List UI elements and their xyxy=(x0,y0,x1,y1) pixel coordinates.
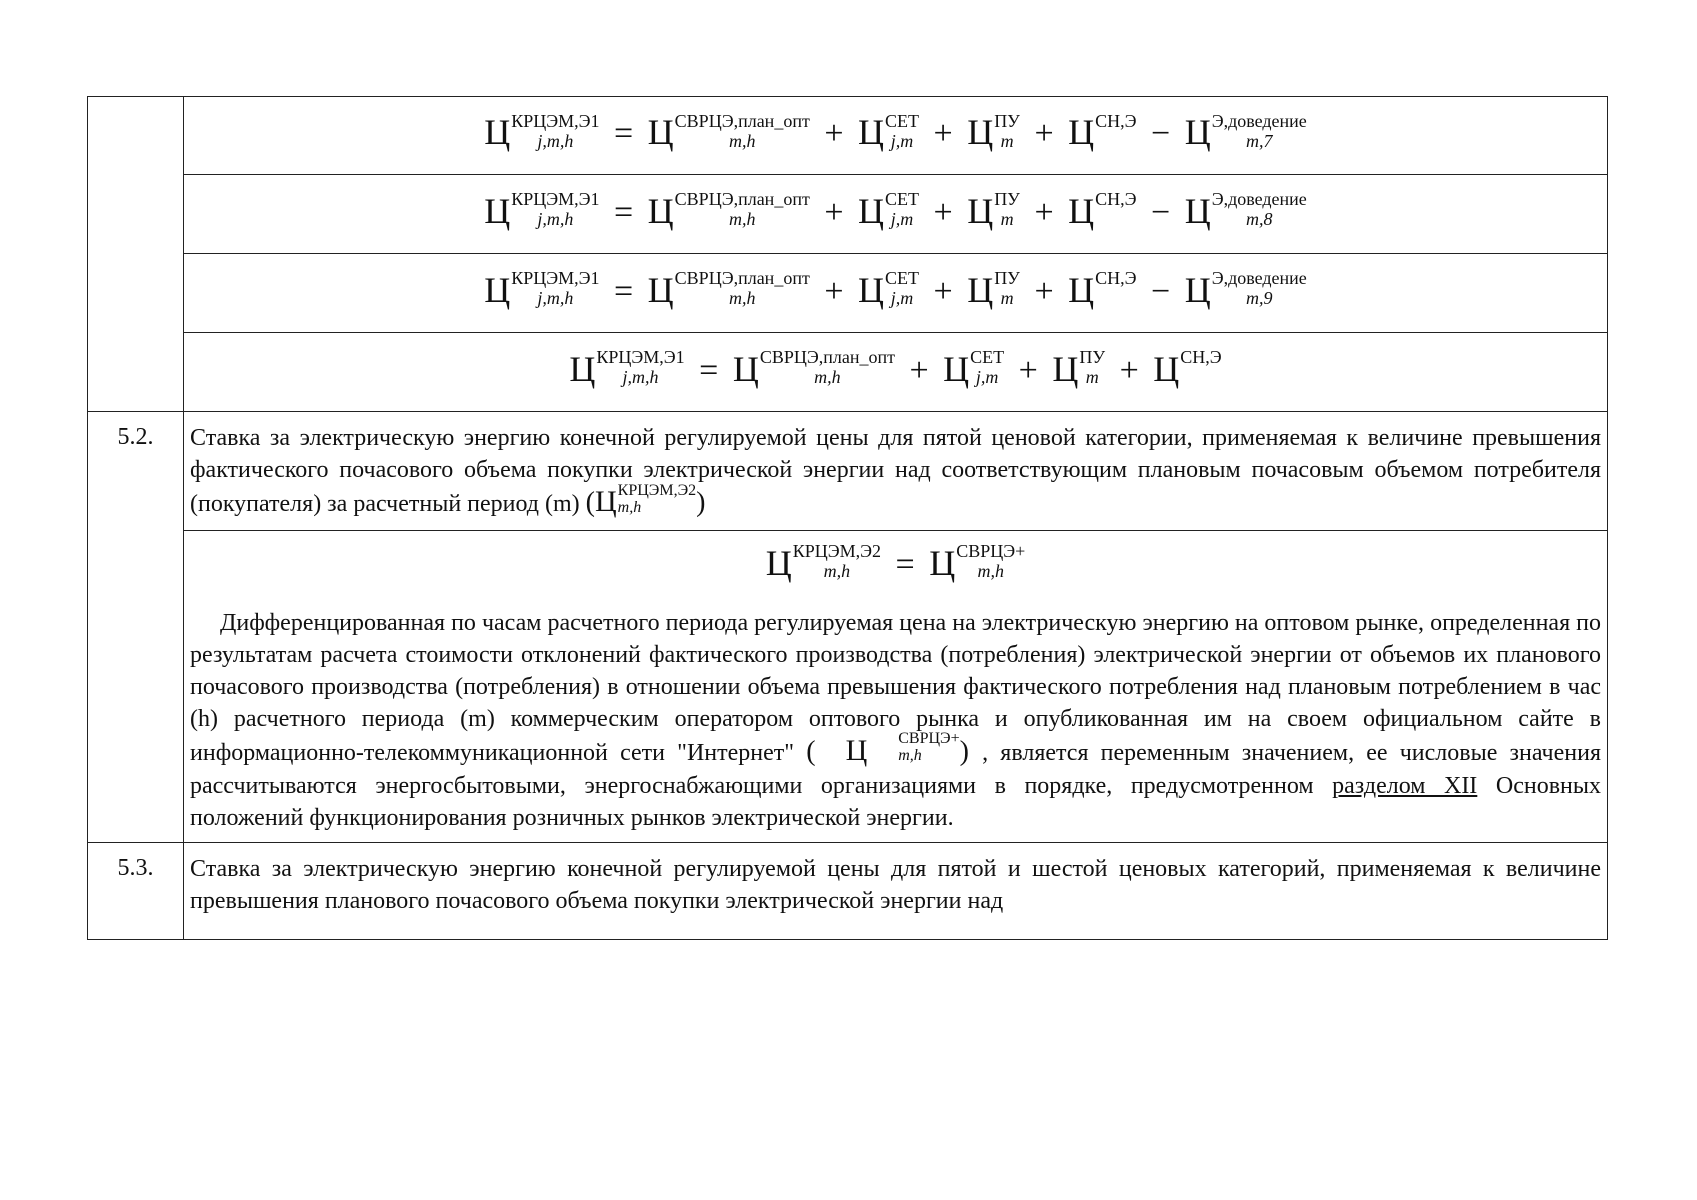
row-5-2 xyxy=(88,412,1608,531)
formula-cell xyxy=(184,254,1608,333)
row-body-cell xyxy=(184,530,1608,843)
formula-row xyxy=(88,254,1608,333)
formula-cell xyxy=(184,97,1608,175)
row-5-2-text: Ставка за электрическую энергию конечной регулируемой цены для пятой ценовой категории, применяемая к величине превышения фактического почасового объема покупки электрической энергии над соответствующим плановым почасовым объемом потребителя (покупателя) за расчетный период (m) xyxy=(190,425,1601,517)
formula-e1-m7: Ц КРЦЭМ,Э1 j,m,h = Ц СВРЦЭ,план_опт m,h + Ц СЕТ j,m + Ц ПУ m + Ц СН,Э − Ц Э,доведение m,7 xyxy=(484,110,1307,153)
formula-e1-m8: Ц КРЦЭМ,Э1 j,m,h = Ц СВРЦЭ,план_опт m,h + Ц СЕТ j,m + Ц ПУ m + Ц СН,Э − Ц Э,доведение m,8 xyxy=(484,189,1307,231)
formula-row xyxy=(88,97,1608,175)
row-5-3-text: Ставка за электрическую энергию конечной регулируемой цены для пятой и шестой ценовых категорий, применяемая к величине превышения планового почасового объема покупки электрической энергии над xyxy=(190,856,1601,915)
row-heading-cell xyxy=(184,412,1608,531)
formula-cell xyxy=(184,175,1608,254)
formula-row xyxy=(88,333,1608,412)
section-xii-link[interactable]: разделом XII xyxy=(1332,773,1478,800)
formula-e2: Ц КРЦЭМ,Э2 m,h = Ц СВРЦЭ+ m,h xyxy=(765,540,1026,583)
row-heading-cell xyxy=(184,843,1608,940)
inline-formula: (Ц КРЦЭМ,Э2 m,h ) xyxy=(585,481,706,518)
formula-e1-m9: Ц КРЦЭМ,Э1 j,m,h = Ц СВРЦЭ,план_опт m,h + Ц СЕТ j,m + Ц ПУ m + Ц СН,Э − Ц Э,доведение m,9 xyxy=(484,268,1307,310)
row-number: 5.3. xyxy=(88,843,184,940)
inline-formula: ( Ц СВРЦЭ+ m,h ) xyxy=(806,730,983,767)
price-table xyxy=(87,96,1608,940)
row-number: 5.2. xyxy=(88,412,184,843)
row-number-cell xyxy=(88,97,184,412)
formula-cell xyxy=(184,333,1608,412)
row-5-2-body xyxy=(88,530,1608,843)
explanation-paragraph: Дифференцированная по часам расчетного периода регулируемая цена на электрическую энергию на оптовом рынке, определенная по результатам расчета стоимости отклонений фактического производства (потребления) электрической энергии от объемов их планового почасового производства (потребления) в отношении объема превышения фактического потребления над плановым потреблением в час (h) расчетного периода (m) коммерческим оператором оптового рынка и опубликованная им на своем официальном сайте в информационно-телекоммуникационной сети "Интернет" ( Ц СВРЦЭ+ m,h ) , является переменным значением, ее числовые значения рассчитываются энергосбытовыми, энергоснабжающими организациями в порядке, предусмотренном разделом XII Основных положений функционирования розничных рынков электрической энергии. xyxy=(190,609,1602,832)
formula-row xyxy=(88,175,1608,254)
formula-e1-base: Ц КРЦЭМ,Э1 j,m,h = Ц СВРЦЭ,план_опт m,h + Ц СЕТ j,m + Ц ПУ m + Ц СН,Э xyxy=(569,347,1222,389)
row-5-3 xyxy=(88,843,1608,940)
